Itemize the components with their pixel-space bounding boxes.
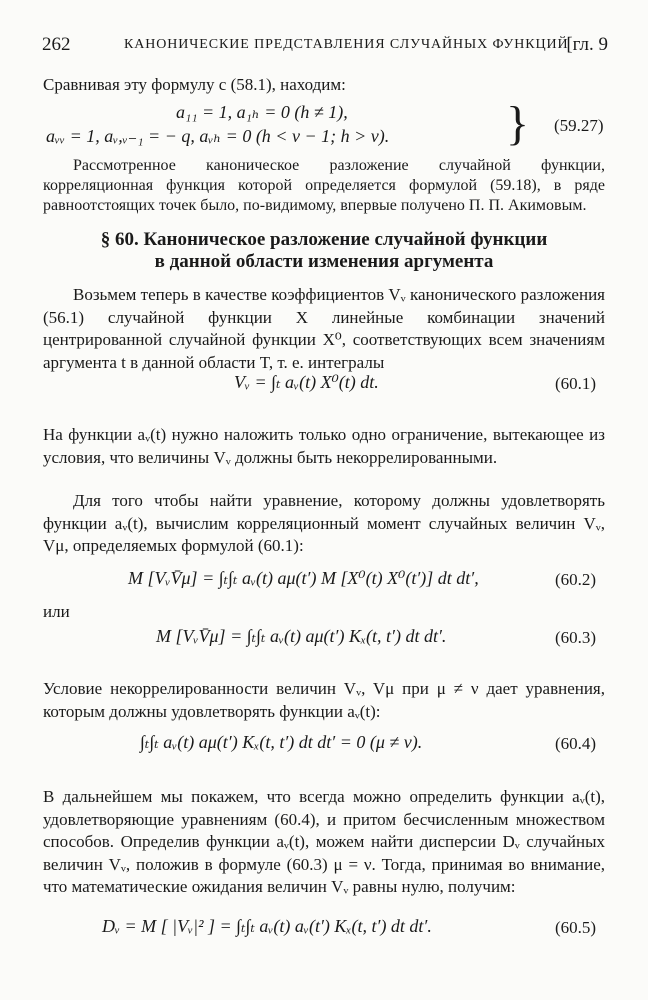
paragraph-2: На функции aᵥ(t) нужно наложить только одно ограничение, вытекающее из условия, что величины Vᵥ должны быть некоррелированными.: [43, 425, 605, 467]
equation-60-3: M [VᵥV̄μ] = ∫ₜ∫ₜ aᵥ(t) aμ(t′) Kₓ(t, t′) dt dt′.: [156, 626, 447, 646]
equation-number-60-4: (60.4): [555, 734, 597, 753]
running-title: КАНОНИЧЕСКИЕ ПРЕДСТАВЛЕНИЯ СЛУЧАЙНЫХ ФУНКЦИЙ: [124, 37, 569, 52]
page-number: 262: [42, 34, 71, 55]
paragraph-3: Для того чтобы найти уравнение, которому должны удовлетворять функции aᵥ(t), вычислим корреляционный момент случайных величин Vᵥ, Vμ, определяемых формулой (60.1):: [43, 491, 605, 555]
equation-60-4: ∫ₜ∫ₜ aᵥ(t) aμ(t′) Kₓ(t, t′) dt dt′ = 0 (μ ≠ ν).: [140, 732, 423, 752]
right-brace: }: [506, 97, 530, 150]
equation-60-1: Vᵥ = ∫ₜ aᵥ(t) X⁰(t) dt.: [234, 372, 379, 392]
intro-line: Сравнивая эту формулу с (58.1), находим:: [43, 75, 346, 94]
chapter-marker: [гл. 9: [566, 34, 608, 55]
equation-number-60-5: (60.5): [555, 918, 597, 937]
running-header: [42, 34, 608, 58]
section-title-line2: в данной области изменения аргумента: [154, 251, 494, 272]
equation-number-60-1: (60.1): [555, 374, 597, 393]
equation-number-60-3: (60.3): [555, 628, 597, 647]
equation-59-27-line2: aᵥᵥ = 1, aᵥ,ᵥ₋₁ = − q, aᵥₕ = 0 (h < ν − 1; h > ν).: [46, 126, 390, 146]
equation-60-5: Dᵥ = M [ |Vᵥ|² ] = ∫ₜ∫ₜ aᵥ(t) aᵥ(t′) Kₓ(t, t′) dt dt′.: [102, 916, 432, 936]
paragraph-5: В дальнейшем мы покажем, что всегда можно определить функции aᵥ(t), удовлетворяющие уравнениям (60.4), и притом бесчисленным множеством способов. Определив функции aᵥ(t), можем найти дисперсии Dᵥ случайных величин Vᵥ, положив в формуле (60.3) μ = ν. Тогда, принимая во внимание, что математические ожидания величин Vᵥ равны нулю, получим:: [43, 787, 605, 896]
equation-60-2: M [VᵥV̄μ] = ∫ₜ∫ₜ aᵥ(t) aμ(t′) M [X⁰(t) X⁰(t′)] dt dt′,: [128, 568, 479, 588]
paragraph-akimov: Рассмотренное каноническое разложение случайной функции, корреляционная функция которой определяется формулой (59.18), в ряде равноотстоящих точек было, по-видимому, впервые получено П. П. Акимовым.: [43, 157, 605, 214]
section-title-line1: § 60. Каноническое разложение случайной функции: [100, 229, 548, 250]
equation-number-60-2: (60.2): [555, 570, 597, 589]
equation-59-27-line1: a₁₁ = 1, a₁ₕ = 0 (h ≠ 1),: [176, 102, 348, 122]
word-or: или: [43, 602, 70, 621]
paragraph-1: Возьмем теперь в качестве коэффициентов Vᵥ канонического разложения (56.1) случайной функции X линейные комбинации значений центрированной случайной функции X⁰, соответствующих всем значениям аргумента t в данной области T, т. е. интегралы: [43, 285, 605, 372]
paragraph-4: Условие некоррелированности величин Vᵥ, Vμ при μ ≠ ν дает уравнения, которым должны удовлетворять функции aᵥ(t):: [43, 679, 605, 721]
equation-number-59-27: (59.27): [554, 116, 604, 135]
